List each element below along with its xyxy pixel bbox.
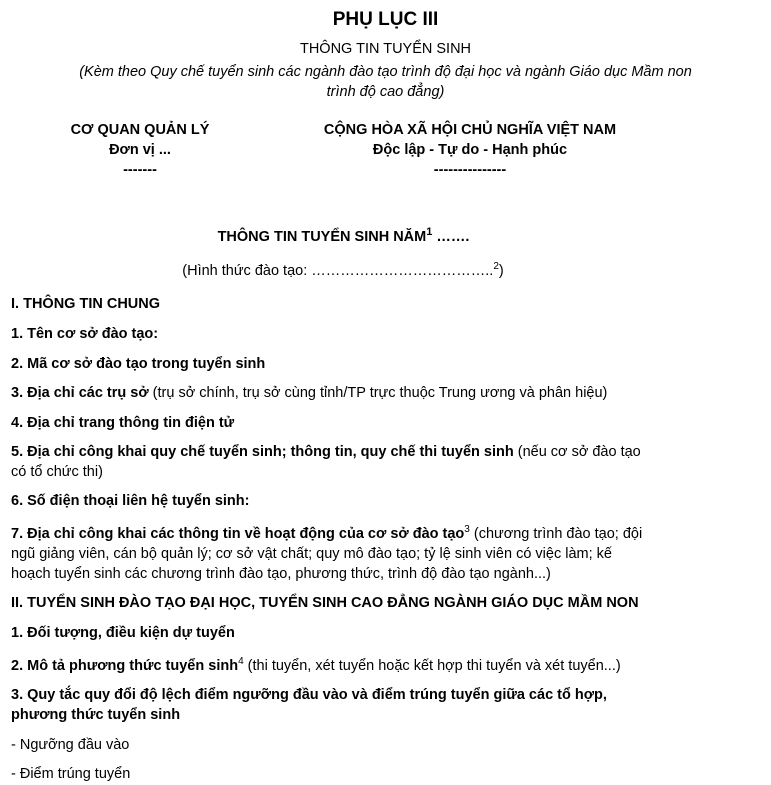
training-form-close: )	[498, 263, 504, 279]
item-admission-method-detail: (thi tuyển, xét tuyển hoặc kết hợp thi tuyển và xét tuyển...)	[243, 658, 621, 674]
unit-name: Đơn vị ...	[109, 142, 171, 158]
item-admission-rules-detail: (nếu cơ sở đào tạo	[513, 444, 641, 460]
list-item-admission-score: - Điểm trúng tuyển	[11, 766, 131, 782]
item-public-info	[11, 524, 681, 584]
item-headquarters-detail: (trụ sở chính, trụ sở cùng tỉnh/TP trực thuộc Trung ương và phân hiệu)	[148, 385, 608, 401]
national-name: CỘNG HÒA XÃ HỘI CHỦ NGHĨA VIỆT NAM	[323, 122, 617, 138]
section-admission: II. TUYỂN SINH ĐÀO TẠO ĐẠI HỌC, TUYỂN SINH CAO ĐẲNG NGÀNH GIÁO DỤC MẦM NON	[11, 595, 639, 611]
agency-divider: -------	[123, 162, 157, 178]
item-admission-method	[11, 656, 681, 676]
item-public-info-label: 7. Địa chỉ công khai các thông tin về hoạt động của cơ sở đào tạo	[11, 526, 465, 542]
item-admission-rules-label: 5. Địa chỉ công khai quy chế tuyển sinh; thông tin, quy chế thi tuyển sinh	[11, 444, 514, 460]
item-eligibility: 1. Đối tượng, điều kiện dự tuyển	[11, 625, 235, 641]
footnote-ref-4: 4	[238, 656, 244, 668]
item-admission-rules	[11, 442, 681, 482]
heading-trail: …….	[432, 229, 470, 245]
list-item-entry-threshold: - Ngưỡng đầu vào	[11, 737, 130, 753]
appendix-title: PHỤ LỤC III	[332, 9, 439, 30]
agency-header	[40, 120, 240, 180]
item-public-info-line-2: ngũ giảng viên, cán bộ quản lý; cơ sở vật chất; quy mô đào tạo; tỷ lệ sinh viên có việc làm; kế	[11, 546, 612, 562]
appendix-subtitle: THÔNG TIN TUYỂN SINH	[299, 41, 472, 57]
national-divider: ---------------	[433, 162, 507, 178]
heading-text: THÔNG TIN TUYỂN SINH NĂM	[217, 229, 427, 245]
item-institution-code: 2. Mã cơ sở đào tạo trong tuyển sinh	[11, 356, 266, 372]
item-public-info-line-3: hoạch tuyển sinh các chương trình đào tạo, phương thức, trình độ đào tạo ngành...)	[11, 566, 551, 582]
note-line-1: (Kèm theo Quy chế tuyển sinh các ngành đào tạo trình độ đại học và ngành Giáo dục Mầm non	[79, 64, 692, 80]
training-form-text: (Hình thức đào tạo: ………………………………..	[182, 263, 494, 279]
item-conversion-rules	[11, 685, 681, 725]
document-heading	[0, 226, 687, 245]
item-headquarters-label: 3. Địa chỉ các trụ sở	[11, 385, 149, 401]
footnote-ref-3: 3	[464, 524, 470, 536]
section-general-info: I. THÔNG TIN CHUNG	[11, 296, 161, 312]
item-conversion-rules-line-2: phương thức tuyển sinh	[11, 707, 181, 723]
agency-name: CƠ QUAN QUẢN LÝ	[70, 122, 210, 138]
item-public-info-line-1	[11, 524, 681, 544]
item-public-info-detail: (chương trình đào tạo; đội	[469, 526, 643, 542]
item-headquarters	[11, 383, 681, 403]
footnote-ref-2: 2	[493, 261, 499, 273]
training-form-line	[0, 263, 686, 279]
item-website: 4. Địa chỉ trang thông tin điện tử	[11, 415, 235, 431]
item-admission-rules-line-2: có tổ chức thi)	[11, 464, 103, 480]
item-admission-rules-line-1	[11, 442, 681, 462]
appendix-note	[10, 62, 761, 102]
footnote-ref-1: 1	[426, 226, 433, 239]
item-institution-name: 1. Tên cơ sở đào tạo:	[11, 326, 159, 342]
item-admission-method-label: 2. Mô tả phương thức tuyển sinh	[11, 658, 239, 674]
national-header	[290, 120, 650, 180]
note-line-2: trình độ cao đẳng)	[326, 84, 445, 100]
item-phone: 6. Số điện thoại liên hệ tuyển sinh:	[11, 493, 250, 509]
item-conversion-rules-line-1: 3. Quy tắc quy đổi độ lệch điểm ngưỡng đầu vào và điểm trúng tuyển giữa các tổ hợp,	[11, 687, 607, 703]
national-motto: Độc lập - Tự do - Hạnh phúc	[372, 142, 568, 158]
